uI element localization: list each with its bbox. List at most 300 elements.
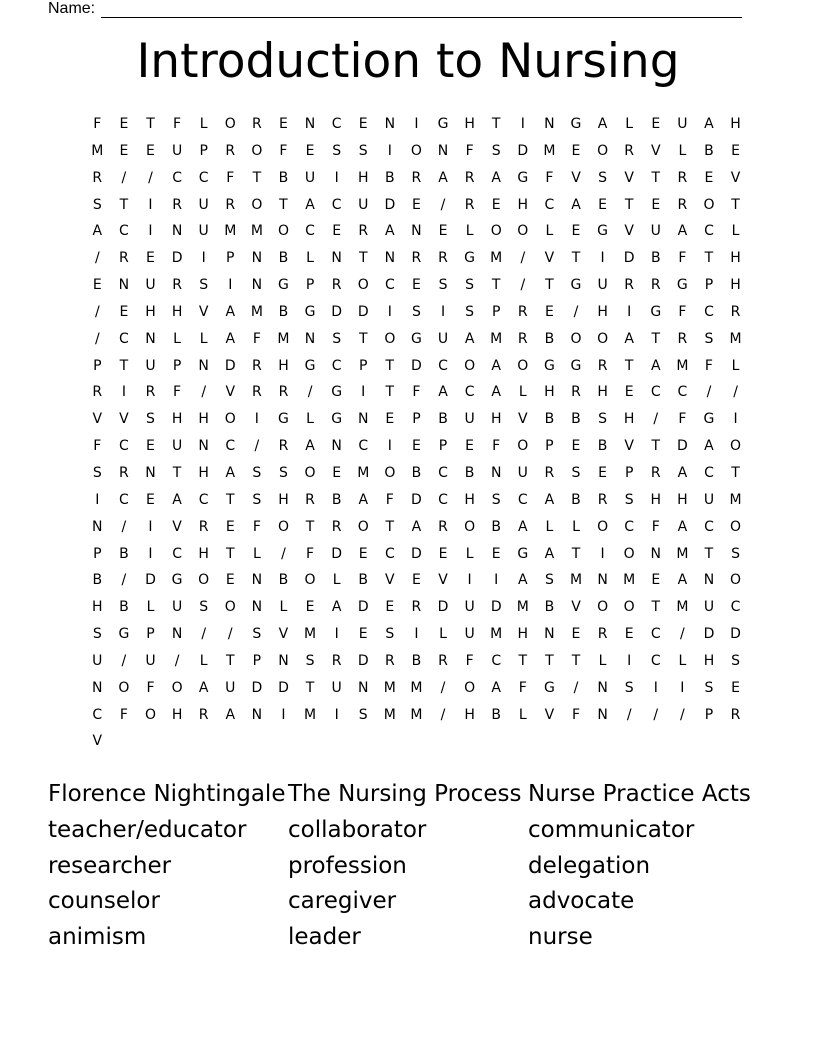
grid-letter: E: [651, 196, 661, 213]
grid-letter: P: [359, 357, 368, 374]
word-list-item: nurse: [528, 924, 593, 951]
grid-letter: V: [438, 572, 448, 589]
grid-letter: U: [597, 277, 608, 294]
grid-letter: S: [465, 303, 475, 320]
grid-letter: C: [331, 116, 342, 132]
grid-letter: F: [465, 652, 474, 669]
grid-letter: I: [494, 572, 499, 589]
grid-letter: E: [146, 250, 155, 267]
grid-letter: V: [730, 169, 741, 186]
grid-letter: O: [304, 464, 316, 481]
grid-letter: A: [624, 330, 634, 347]
grid-letter: L: [572, 518, 580, 535]
grid-letter: L: [731, 357, 740, 374]
grid-letter: O: [357, 518, 369, 535]
grid-letter: E: [651, 116, 661, 132]
grid-letter: R: [251, 116, 262, 132]
grid-letter: A: [518, 572, 528, 589]
grid-letter: S: [252, 464, 262, 481]
grid-letter: A: [650, 357, 661, 374]
grid-letter: E: [385, 411, 395, 428]
grid-letter: R: [411, 169, 422, 186]
grid-letter: R: [278, 438, 289, 455]
grid-letter: F: [571, 706, 581, 723]
grid-letter: U: [464, 599, 475, 616]
grid-letter: T: [385, 384, 395, 401]
grid-letter: B: [278, 169, 289, 186]
grid-letter: N: [198, 357, 209, 374]
grid-letter: A: [677, 464, 688, 481]
grid-letter: T: [225, 491, 235, 508]
grid-letter: R: [225, 196, 236, 213]
grid-letter: D: [676, 438, 688, 455]
grid-letter: T: [545, 652, 554, 669]
grid-letter: P: [146, 626, 155, 643]
word-list-item: delegation: [528, 852, 651, 879]
grid-letter: E: [119, 142, 129, 159]
grid-letter: L: [439, 626, 447, 643]
grid-letter: H: [198, 411, 209, 428]
grid-letter: /: [440, 196, 446, 213]
grid-letter: /: [626, 706, 632, 723]
grid-letter: G: [304, 303, 316, 320]
grid-letter: R: [331, 518, 342, 535]
grid-letter: A: [92, 223, 103, 240]
grid-letter: O: [730, 572, 742, 589]
grid-letter: N: [597, 572, 608, 589]
grid-letter: B: [597, 438, 608, 455]
grid-letter: V: [650, 142, 661, 159]
grid-letter: P: [252, 652, 262, 669]
grid-letter: D: [278, 679, 289, 696]
grid-letter: B: [278, 250, 289, 267]
grid-letter: R: [544, 464, 555, 481]
grid-letter: C: [119, 223, 129, 240]
grid-letter: E: [279, 116, 288, 132]
grid-letter: S: [92, 626, 102, 643]
grid-letter: F: [279, 142, 288, 159]
grid-letter: E: [598, 196, 607, 213]
grid-letter: A: [385, 223, 395, 240]
grid-letter: B: [650, 250, 661, 267]
grid-letter: N: [171, 626, 183, 643]
grid-letter: G: [171, 572, 183, 589]
grid-letter: N: [171, 223, 183, 240]
grid-letter: U: [225, 679, 236, 696]
grid-letter: C: [119, 491, 129, 508]
grid-letter: O: [277, 518, 289, 535]
grid-letter: F: [518, 679, 527, 696]
grid-letter: A: [677, 572, 688, 589]
grid-letter: /: [94, 250, 100, 267]
grid-letter: A: [225, 303, 236, 320]
grid-letter: H: [357, 169, 369, 186]
grid-letter: I: [95, 491, 100, 508]
grid-letter: O: [464, 518, 476, 535]
grid-letter: /: [254, 438, 260, 455]
grid-letter: I: [148, 518, 153, 535]
grid-letter: M: [516, 599, 529, 616]
grid-letter: N: [251, 706, 263, 723]
grid-letter: V: [92, 411, 103, 428]
grid-letter: E: [438, 545, 448, 562]
grid-letter: I: [148, 545, 153, 562]
grid-letter: /: [733, 384, 738, 401]
grid-letter: P: [199, 142, 208, 159]
grid-letter: A: [225, 464, 236, 481]
grid-letter: M: [304, 706, 317, 723]
grid-letter: F: [678, 303, 687, 320]
grid-letter: D: [517, 142, 529, 159]
grid-letter: V: [571, 599, 581, 616]
grid-letter: P: [93, 357, 102, 374]
grid-letter: N: [145, 330, 156, 347]
grid-letter: O: [118, 679, 130, 696]
grid-letter: U: [92, 652, 103, 669]
grid-letter: L: [518, 384, 527, 401]
grid-letter: /: [201, 384, 207, 401]
grid-letter: S: [491, 142, 501, 159]
grid-letter: /: [706, 384, 712, 401]
grid-letter: B: [411, 464, 422, 481]
grid-letter: R: [278, 384, 289, 401]
grid-letter: O: [517, 223, 529, 240]
grid-letter: N: [145, 464, 156, 481]
grid-letter: F: [252, 518, 261, 535]
grid-letter: T: [358, 250, 368, 267]
grid-letter: O: [570, 330, 582, 347]
grid-letter: P: [545, 438, 554, 455]
grid-letter: R: [92, 169, 103, 186]
grid-letter: O: [144, 706, 156, 723]
grid-letter: A: [518, 518, 528, 535]
grid-letter: V: [119, 411, 129, 428]
grid-letter: R: [119, 250, 129, 267]
grid-letter: G: [278, 277, 289, 294]
grid-letter: /: [94, 303, 100, 320]
grid-letter: T: [358, 330, 368, 347]
grid-letter: I: [414, 116, 419, 132]
grid-letter: D: [703, 626, 715, 643]
grid-letter: R: [225, 142, 236, 159]
grid-letter: U: [304, 169, 316, 186]
grid-letter: G: [676, 277, 688, 294]
grid-letter: E: [704, 169, 714, 186]
grid-letter: N: [92, 679, 103, 696]
grid-letter: E: [119, 303, 129, 320]
word-list-item: animism: [48, 924, 147, 951]
grid-letter: S: [624, 679, 634, 696]
grid-letter: A: [411, 518, 422, 535]
grid-letter: P: [93, 545, 102, 562]
grid-letter: G: [278, 411, 289, 428]
grid-letter: C: [305, 223, 315, 240]
grid-letter: S: [624, 491, 634, 508]
grid-letter: B: [119, 545, 129, 562]
grid-letter: /: [201, 626, 207, 643]
grid-letter: I: [121, 384, 126, 401]
grid-letter: I: [334, 706, 339, 723]
grid-letter: N: [331, 438, 342, 455]
grid-letter: G: [597, 223, 608, 240]
word-list-item: advocate: [528, 888, 635, 915]
grid-letter: C: [704, 303, 714, 320]
grid-letter: U: [677, 116, 688, 132]
grid-letter: T: [119, 357, 129, 374]
grid-letter: S: [199, 599, 209, 616]
grid-letter: I: [361, 384, 366, 401]
grid-letter: R: [677, 330, 688, 347]
grid-letter: D: [384, 196, 396, 213]
grid-letter: U: [703, 599, 715, 616]
grid-letter: E: [385, 599, 395, 616]
grid-letter: N: [251, 250, 263, 267]
grid-letter: T: [571, 652, 581, 669]
grid-letter: D: [490, 599, 502, 616]
grid-letter: H: [198, 464, 209, 481]
grid-letter: B: [544, 599, 555, 616]
grid-letter: I: [653, 679, 658, 696]
grid-letter: C: [358, 438, 369, 455]
grid-letter: D: [357, 599, 369, 616]
grid-letter: T: [518, 652, 528, 669]
grid-letter: H: [278, 491, 289, 508]
grid-letter: R: [597, 491, 608, 508]
grid-letter: D: [411, 357, 422, 374]
grid-letter: M: [91, 142, 104, 159]
grid-letter: V: [544, 250, 555, 267]
grid-letter: N: [357, 679, 369, 696]
grid-letter: I: [627, 303, 632, 320]
grid-letter: N: [490, 464, 502, 481]
grid-letter: F: [545, 169, 554, 186]
grid-letter: O: [251, 196, 263, 213]
grid-letter: /: [520, 250, 526, 267]
grid-letter: H: [464, 116, 475, 132]
grid-letter: /: [121, 169, 127, 186]
grid-letter: N: [703, 572, 715, 589]
name-label: Name:: [48, 0, 96, 17]
grid-letter: R: [411, 250, 422, 267]
grid-letter: U: [464, 411, 475, 428]
grid-letter: A: [331, 599, 342, 616]
grid-letter: I: [680, 679, 685, 696]
grid-letter: O: [597, 142, 609, 159]
grid-letter: R: [198, 518, 209, 535]
grid-letter: O: [277, 223, 289, 240]
grid-letter: A: [491, 169, 501, 186]
grid-letter: L: [252, 545, 261, 562]
grid-letter: E: [411, 438, 421, 455]
grid-letter: B: [571, 491, 581, 508]
grid-letter: L: [678, 652, 687, 669]
grid-letter: H: [597, 303, 608, 320]
grid-letter: T: [491, 277, 501, 294]
grid-letter: C: [464, 384, 475, 401]
grid-letter: R: [677, 196, 688, 213]
word-list-item: researcher: [48, 852, 172, 879]
grid-letter: O: [623, 545, 635, 562]
grid-letter: E: [411, 196, 421, 213]
grid-letter: L: [146, 599, 155, 616]
grid-letter: O: [198, 572, 210, 589]
grid-letter: N: [331, 250, 342, 267]
grid-letter: N: [251, 572, 263, 589]
grid-letter: O: [730, 518, 742, 535]
grid-letter: G: [703, 411, 715, 428]
grid-letter: C: [172, 169, 182, 186]
grid-letter: V: [518, 411, 528, 428]
grid-letter: R: [517, 303, 528, 320]
grid-letter: L: [598, 652, 607, 669]
grid-letter: C: [650, 652, 661, 669]
grid-letter: A: [677, 518, 688, 535]
grid-letter: L: [545, 223, 554, 240]
grid-letter: M: [490, 250, 503, 267]
grid-letter: T: [545, 277, 554, 294]
grid-letter: D: [411, 545, 422, 562]
grid-letter: /: [121, 572, 127, 589]
grid-letter: M: [676, 357, 689, 374]
grid-letter: F: [119, 706, 128, 723]
grid-letter: B: [704, 142, 714, 159]
grid-letter: O: [490, 223, 502, 240]
grid-letter: T: [704, 545, 714, 562]
grid-letter: S: [598, 411, 608, 428]
grid-letter: A: [597, 116, 608, 132]
grid-letter: H: [517, 626, 529, 643]
grid-letter: A: [677, 223, 688, 240]
grid-letter: R: [438, 250, 448, 267]
grid-letter: I: [281, 706, 286, 723]
grid-letter: O: [597, 518, 609, 535]
grid-letter: A: [464, 330, 475, 347]
grid-letter: E: [92, 277, 102, 294]
word-list-item: leader: [288, 924, 361, 951]
grid-letter: N: [92, 518, 103, 535]
grid-letter: S: [731, 545, 740, 562]
grid-letter: D: [145, 572, 156, 589]
grid-letter: /: [121, 518, 127, 535]
grid-letter: C: [704, 223, 714, 240]
grid-letter: N: [278, 652, 289, 669]
grid-letter: F: [385, 491, 394, 508]
grid-letter: T: [385, 357, 395, 374]
grid-letter: T: [624, 357, 634, 374]
grid-letter: C: [119, 438, 129, 455]
grid-letter: V: [624, 438, 634, 455]
grid-letter: C: [225, 438, 236, 455]
grid-letter: M: [676, 599, 689, 616]
grid-letter: E: [571, 142, 581, 159]
grid-letter: V: [624, 169, 634, 186]
grid-letter: C: [624, 518, 635, 535]
grid-letter: O: [703, 196, 715, 213]
grid-letter: L: [199, 330, 208, 347]
grid-letter: N: [357, 411, 369, 428]
grid-letter: R: [597, 626, 608, 643]
grid-letter: B: [278, 572, 289, 589]
grid-letter: P: [704, 706, 714, 723]
grid-letter: V: [225, 384, 236, 401]
grid-letter: O: [410, 142, 422, 159]
grid-letter: /: [94, 330, 100, 347]
grid-letter: N: [544, 626, 555, 643]
grid-letter: /: [680, 626, 685, 643]
grid-letter: R: [464, 169, 475, 186]
grid-letter: M: [490, 626, 503, 643]
grid-letter: C: [384, 545, 395, 562]
grid-letter: M: [490, 330, 503, 347]
grid-letter: G: [410, 330, 422, 347]
grid-letter: I: [334, 169, 339, 186]
grid-letter: U: [145, 652, 156, 669]
grid-letter: T: [146, 116, 155, 132]
grid-letter: V: [198, 303, 209, 320]
grid-letter: H: [597, 384, 608, 401]
grid-letter: T: [491, 116, 501, 132]
grid-letter: H: [490, 411, 502, 428]
grid-letter: B: [278, 303, 289, 320]
grid-letter: M: [250, 223, 263, 240]
grid-letter: T: [119, 196, 129, 213]
grid-letter: T: [624, 196, 634, 213]
grid-letter: O: [730, 438, 742, 455]
grid-letter: A: [225, 330, 236, 347]
grid-letter: S: [598, 169, 608, 186]
grid-letter: L: [332, 572, 341, 589]
letter-grid: [84, 114, 749, 758]
grid-letter: I: [440, 303, 446, 320]
grid-letter: E: [358, 116, 368, 132]
grid-letter: H: [145, 303, 156, 320]
grid-letter: /: [121, 652, 127, 669]
grid-letter: R: [305, 491, 315, 508]
word-list-item: communicator: [528, 816, 695, 843]
grid-letter: H: [171, 303, 183, 320]
grid-letter: C: [331, 196, 342, 213]
grid-letter: B: [464, 464, 475, 481]
grid-letter: U: [198, 196, 209, 213]
grid-letter: D: [357, 652, 369, 669]
grid-letter: I: [201, 250, 206, 267]
grid-letter: N: [118, 277, 130, 294]
grid-letter: F: [678, 411, 687, 428]
grid-letter: O: [464, 357, 476, 374]
grid-letter: O: [623, 599, 635, 616]
grid-letter: U: [437, 330, 449, 347]
grid-letter: S: [385, 626, 395, 643]
grid-letter: I: [254, 411, 259, 428]
grid-letter: C: [438, 464, 448, 481]
grid-letter: H: [171, 706, 183, 723]
grid-letter: R: [650, 277, 661, 294]
name-line: [101, 2, 742, 18]
grid-letter: E: [305, 599, 315, 616]
grid-letter: F: [704, 357, 713, 374]
grid-letter: T: [651, 330, 661, 347]
grid-letter: B: [411, 652, 422, 669]
grid-letter: S: [199, 277, 209, 294]
grid-letter: H: [730, 116, 741, 132]
grid-letter: A: [491, 357, 501, 374]
grid-letter: G: [331, 384, 343, 401]
grid-letter: M: [676, 545, 689, 562]
grid-letter: U: [331, 679, 342, 696]
grid-letter: E: [624, 384, 634, 401]
grid-letter: N: [251, 277, 263, 294]
grid-letter: R: [251, 384, 262, 401]
